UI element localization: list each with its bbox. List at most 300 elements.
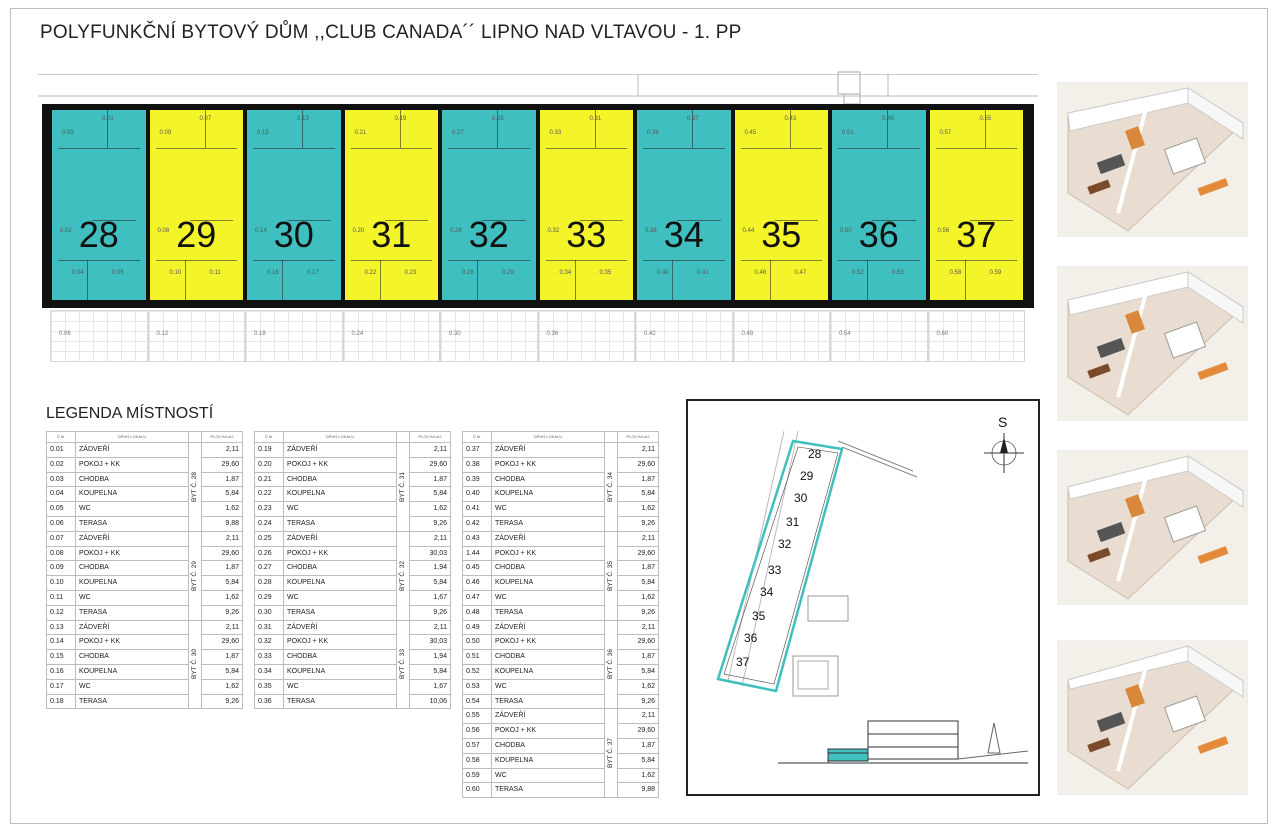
room-label: 0.51 [842,130,854,136]
room-label: 0.16 [267,270,279,276]
room-code: 0.49 [463,620,492,635]
column-header: PLOCHA m2 [202,432,243,443]
room-name: KOUPELNA [76,487,189,502]
room-area: 1,87 [202,650,243,665]
room-name: ZÁDVEŘÍ [492,531,605,546]
room-label: 0.27 [452,130,464,136]
room-code: 0.01 [47,443,76,458]
room-code: 0.36 [255,694,284,709]
room-area: 5,84 [410,487,451,502]
room-code: 0.32 [255,635,284,650]
room-label: 0.49 [882,116,894,122]
terrace-label: 0.06 [59,331,71,337]
column-header: DRUH LOKALU [76,432,189,443]
room-code: 0.06 [47,516,76,531]
room-area: 9,26 [618,516,659,531]
room-area: 9,26 [618,694,659,709]
room-code: 0.20 [255,457,284,472]
map-unit-label: 30 [794,491,808,505]
room-name: KOUPELNA [492,576,605,591]
room-area: 1,94 [410,561,451,576]
room-code: 0.54 [463,694,492,709]
room-code: 0.18 [47,694,76,709]
room-label: 0.57 [939,130,952,136]
column-header: PLOCHA m2 [410,432,451,443]
room-code: 1.44 [463,546,492,561]
table-row [255,546,451,561]
apartment-label: BYT Č. 30 [191,649,199,680]
wall-line [672,260,673,300]
apartment-unit [345,110,439,300]
room-label: 0.25 [492,116,504,122]
wall-line [838,148,920,149]
room-code: 0.40 [463,487,492,502]
room-area: 9,26 [410,605,451,620]
column-header: DRUH LOKALU [284,432,397,443]
room-code: 0.12 [47,605,76,620]
table-row [463,664,659,679]
table-row [463,546,659,561]
room-area: 2,11 [618,443,659,458]
room-label: 0.38 [645,228,657,234]
wall-line [185,260,186,300]
room-area: 29,60 [202,457,243,472]
apartment-label: BYT Č. 37 [607,738,615,769]
terrace-label: 0.12 [156,331,169,337]
wall-line [546,260,628,261]
table-row [47,650,243,665]
room-area: 2,11 [202,531,243,546]
room-name: POKOJ + KK [492,724,605,739]
interior-render-image [1058,641,1247,794]
table-row [47,472,243,487]
room-code: 0.22 [255,487,284,502]
room-name: POKOJ + KK [76,546,189,561]
room-name: TERASA [284,605,397,620]
table-row [47,635,243,650]
room-name: POKOJ + KK [492,546,605,561]
room-area: 1,62 [202,502,243,517]
room-area: 9,26 [202,605,243,620]
room-area: 9,88 [202,516,243,531]
room-area: 5,84 [618,753,659,768]
table-row [47,457,243,472]
room-code: 0.17 [47,679,76,694]
room-name: POKOJ + KK [284,546,397,561]
room-label: 0.04 [72,270,84,276]
room-label: 0.05 [112,270,124,276]
room-area: 1,62 [618,590,659,605]
room-name: ZÁDVEŘÍ [76,531,189,546]
room-label: 0.55 [979,116,992,122]
room-name: POKOJ + KK [492,635,605,650]
room-area: 30,03 [410,546,451,561]
room-name: TERASA [76,516,189,531]
room-label: 0.10 [169,270,182,276]
unit-number: 29 [176,214,217,255]
apartment-label: BYT Č. 33 [399,649,407,680]
room-label: 0.44 [742,228,755,234]
table-row [255,516,451,531]
column-header: PLOCHA m2 [618,432,659,443]
room-label: 0.20 [352,228,365,234]
room-name: CHODBA [492,738,605,753]
room-legend-table [46,431,243,709]
room-name: CHODBA [284,472,397,487]
room-name: POKOJ + KK [284,635,397,650]
room-area: 5,84 [202,576,243,591]
room-area: 5,84 [410,664,451,679]
room-label: 0.03 [62,130,74,136]
unit-number: 32 [468,214,509,255]
room-area: 29,60 [618,457,659,472]
room-code: 0.59 [463,768,492,783]
room-name: CHODBA [284,650,397,665]
wall-line [351,260,433,261]
room-area: 29,60 [202,635,243,650]
table-row [255,590,451,605]
room-area: 1,67 [410,590,451,605]
apartment-label: BYT Č. 31 [399,471,407,502]
room-area: 5,84 [618,664,659,679]
room-name: ZÁDVEŘÍ [492,620,605,635]
table-row [255,605,451,620]
room-area: 9,26 [410,516,451,531]
room-area: 2,11 [410,443,451,458]
table-row [47,605,243,620]
terrace-label: 0.36 [546,331,559,337]
table-row [463,561,659,576]
table-row [255,650,451,665]
terrace [733,310,831,362]
room-area: 1,87 [618,650,659,665]
site-map-drawing [688,401,1038,794]
terrace [440,310,538,362]
room-name: WC [284,502,397,517]
room-label: 0.34 [559,270,572,276]
room-label: 0.29 [502,270,514,276]
room-area: 1,87 [202,472,243,487]
room-area: 30,03 [410,635,451,650]
room-code: 0.39 [463,472,492,487]
room-code: 0.19 [255,443,284,458]
unit-number: 33 [566,214,607,255]
unit-number: 34 [663,214,704,255]
room-code: 0.15 [47,650,76,665]
room-name: KOUPELNA [76,576,189,591]
wall-line [156,148,238,149]
table-row [255,502,451,517]
room-label: 0.09 [159,130,172,136]
room-code: 0.56 [463,724,492,739]
room-label: 0.13 [297,116,309,122]
apartment-label: BYT Č. 28 [191,471,199,502]
room-label: 0.28 [462,270,474,276]
room-label: 0.58 [949,270,962,276]
apartment-cell [605,709,618,798]
apartment-label: BYT Č. 35 [607,560,615,591]
room-name: ZÁDVEŘÍ [492,443,605,458]
room-label: 0.08 [157,228,170,234]
room-area: 1,62 [618,502,659,517]
apartment-cell [189,531,202,620]
wall-line [575,260,576,300]
room-area: 5,84 [202,487,243,502]
room-code: 0.25 [255,531,284,546]
terrace [635,310,733,362]
unit-number: 31 [371,214,412,255]
apartment-unit [735,110,829,300]
room-name: TERASA [492,694,605,709]
table-row [47,561,243,576]
room-code: 0.46 [463,576,492,591]
room-label: 0.01 [102,116,114,122]
map-unit-label: 28 [808,447,822,461]
interior-render-image [1058,267,1247,420]
table-row [463,724,659,739]
room-code: 0.53 [463,679,492,694]
table-row [47,694,243,709]
wall-line [87,260,88,300]
room-code: 0.02 [47,457,76,472]
column-header: Č.M. [463,432,492,443]
room-name: WC [284,679,397,694]
room-code: 0.23 [255,502,284,517]
table-row [463,590,659,605]
map-unit-label: 32 [778,537,792,551]
table-row [47,679,243,694]
table-row [255,487,451,502]
room-code: 0.58 [463,753,492,768]
room-name: KOUPELNA [492,753,605,768]
room-legend-table [462,431,659,798]
table-row [463,531,659,546]
unit-number: 37 [956,214,997,255]
table-row [463,472,659,487]
terrace [830,310,928,362]
table-row [255,635,451,650]
room-name: TERASA [492,605,605,620]
wall-line [351,148,433,149]
room-label: 0.56 [937,228,950,234]
room-code: 0.60 [463,783,492,798]
render-view-1 [1057,82,1248,237]
room-area: 9,88 [618,783,659,798]
unit-number: 30 [273,214,314,255]
table-row [47,546,243,561]
table-row [255,561,451,576]
room-label: 0.45 [744,130,757,136]
map-unit-label: 31 [786,515,800,529]
room-name: KOUPELNA [284,487,397,502]
terrace-label: 0.18 [254,331,266,337]
column-header [605,432,618,443]
room-code: 0.57 [463,738,492,753]
room-code: 0.50 [463,635,492,650]
room-label: 0.37 [687,116,699,122]
wall-line [643,260,725,261]
table-row [463,650,659,665]
table-row [463,679,659,694]
terrace [928,310,1026,362]
terrace-label: 0.48 [741,331,754,337]
room-area: 1,87 [202,561,243,576]
wall-line [477,260,478,300]
map-unit-label: 35 [752,609,766,623]
room-label: 0.35 [599,270,612,276]
room-code: 0.41 [463,502,492,517]
room-code: 0.16 [47,664,76,679]
room-code: 0.43 [463,531,492,546]
room-name: WC [284,590,397,605]
apartment-unit [637,110,731,300]
room-name: ZÁDVEŘÍ [492,709,605,724]
terrace-label: 0.60 [936,331,949,337]
room-name: CHODBA [492,561,605,576]
room-code: 0.03 [47,472,76,487]
apartment-unit [247,110,341,300]
room-code: 0.27 [255,561,284,576]
room-name: KOUPELNA [76,664,189,679]
room-code: 0.48 [463,605,492,620]
room-legend-table [254,431,451,709]
apartment-label: BYT Č. 32 [399,560,407,591]
wall-line [546,148,628,149]
room-area: 2,11 [618,531,659,546]
map-unit-label: 34 [760,585,774,599]
room-label: 0.11 [209,270,221,276]
render-view-4 [1057,640,1248,795]
table-row [47,531,243,546]
terrace [343,310,441,362]
wall-line [282,260,283,300]
room-name: TERASA [492,783,605,798]
table-row [255,664,451,679]
table-row [255,443,451,458]
room-code: 0.05 [47,502,76,517]
wall-line [741,148,823,149]
wall-line [58,260,140,261]
room-name: CHODBA [76,561,189,576]
room-name: ZÁDVEŘÍ [76,443,189,458]
map-unit-label: 37 [736,655,750,669]
table-row [47,590,243,605]
table-row [255,472,451,487]
table-row [255,679,451,694]
page-title: POLYFUNKČNÍ BYTOVÝ DŮM ,,CLUB CANADA´´ LIPNO NAD VLTAVOU - 1. PP [40,22,742,43]
room-code: 0.37 [463,443,492,458]
wall-line [741,260,823,261]
terrace [538,310,636,362]
room-area: 2,11 [410,620,451,635]
room-code: 0.07 [47,531,76,546]
apartment-unit [930,110,1024,300]
room-code: 0.45 [463,561,492,576]
room-area: 5,84 [618,576,659,591]
room-label: 0.41 [697,270,709,276]
apartment-cell [189,620,202,709]
column-header [189,432,202,443]
room-area: 29,60 [618,546,659,561]
apartment-cell [397,620,410,709]
apartment-cell [397,443,410,532]
room-area: 1,67 [410,679,451,694]
room-label: 0.33 [549,130,562,136]
room-area: 1,62 [618,768,659,783]
room-area: 5,84 [410,576,451,591]
table-row [463,516,659,531]
room-label: 0.19 [394,116,407,122]
room-label: 0.39 [647,130,659,136]
table-row [47,502,243,517]
room-label: 0.47 [794,270,807,276]
terrace-label: 0.54 [839,331,851,337]
room-label: 0.07 [199,116,212,122]
room-area: 5,84 [618,487,659,502]
room-area: 1,87 [618,738,659,753]
room-code: 0.33 [255,650,284,665]
room-label: 0.02 [60,228,72,234]
render-view-2 [1057,266,1248,421]
room-code: 0.35 [255,679,284,694]
room-label: 0.52 [852,270,864,276]
room-name: CHODBA [76,472,189,487]
room-code: 0.47 [463,590,492,605]
room-name: KOUPELNA [284,576,397,591]
table-row [463,620,659,635]
table-row [47,443,243,458]
room-name: ZÁDVEŘÍ [76,620,189,635]
room-area: 9,26 [618,605,659,620]
table-row [463,457,659,472]
room-label: 0.50 [840,228,852,234]
wall-line [643,148,725,149]
apartment-label: BYT Č. 36 [607,649,615,680]
room-area: 1,87 [410,472,451,487]
table-row [47,664,243,679]
room-name: ZÁDVEŘÍ [284,531,397,546]
room-area: 29,60 [410,457,451,472]
room-name: POKOJ + KK [492,457,605,472]
wall-line [965,260,966,300]
apartment-cell [189,443,202,532]
room-area: 9,26 [202,694,243,709]
room-label: 0.32 [547,228,560,234]
room-name: TERASA [492,516,605,531]
apartment-cell [605,531,618,620]
wall-line [936,148,1018,149]
room-area: 10,06 [410,694,451,709]
room-label: 0.14 [255,228,267,234]
room-label: 0.22 [364,270,377,276]
wall-line [936,260,1018,261]
room-label: 0.40 [657,270,669,276]
room-area: 5,84 [202,664,243,679]
room-name: CHODBA [492,472,605,487]
room-name: WC [492,502,605,517]
room-area: 1,87 [618,472,659,487]
room-area: 2,11 [410,531,451,546]
room-code: 0.13 [47,620,76,635]
unit-number: 35 [761,214,802,255]
wall-line [253,148,335,149]
column-header: Č.M. [255,432,284,443]
table-row [255,576,451,591]
room-label: 0.31 [589,116,602,122]
column-header: Č.M. [47,432,76,443]
room-name: KOUPELNA [492,487,605,502]
wall-line [770,260,771,300]
